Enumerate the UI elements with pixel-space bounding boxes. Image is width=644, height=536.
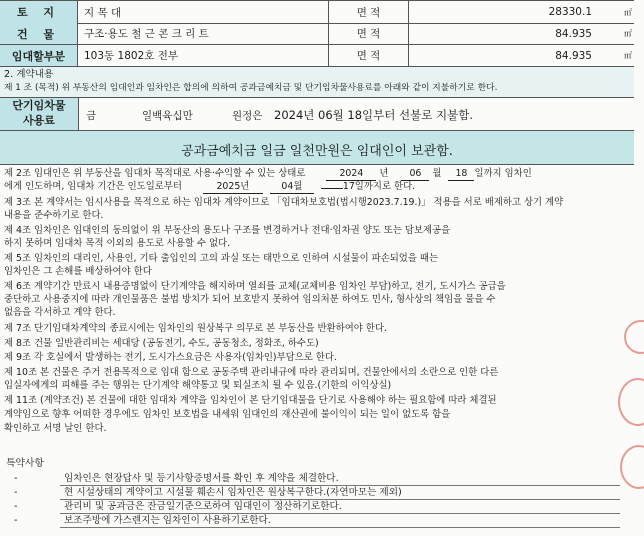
seal-stamp	[624, 320, 644, 354]
clause-2-text-a: 제 2조 임대인은 위 부동산을 임대차 목적대로 사용·수익할 수 있는 상태로	[4, 168, 306, 179]
land-content: 지 목 대	[84, 6, 122, 19]
fee-row	[0, 98, 634, 131]
clause-line: 제 9조 각 호실에서 발생하는 전기, 도시가스요금은 사용자(임차인)부담으로 한다.	[4, 352, 337, 363]
special-dash: -	[14, 487, 18, 498]
building-content: 구조·용도 철 근 콘 크 리 트	[84, 28, 209, 40]
special-item: 임차인은 현장답사 및 등기사항증명서를 확인 후 계약을 체결한다.	[64, 473, 339, 484]
seal-stamp	[620, 445, 644, 489]
clause-line: 계약임으로 향후 어떠한 경우에도 임차인 보호법을 내세워 임대인의 재산권에 불이익이 되는 일이 없도록 함을	[4, 409, 451, 420]
clause-line: 제 3조 본 계약서는 임시사용을 목적으로 하는 임대차 계약이므로 「임대차보호법(법시행2023.7.19.)」 적용을 서로 배제하고 상기 계약	[4, 197, 564, 208]
land-area-value: 28330.1	[408, 1, 598, 23]
building-label: 건 물	[0, 23, 78, 44]
building-area-value: 84.935	[408, 23, 598, 44]
clause-2-day1: 18	[448, 168, 474, 181]
rental-part-measure-label: 면 적	[328, 45, 408, 66]
clause-line: 입실자에게의 피해를 주는 행위는 단기계약 해약통고 및 퇴실조치 될 수 있음.(기한의 이익상실)	[4, 380, 392, 391]
land-label: 토 지	[0, 1, 78, 23]
clause-line: 제 5조 임차인의 대리인, 사용인, 기타 출입인의 고의 과실 또는 태만으로 인하여 시설물이 파손되었을 때는	[4, 253, 439, 264]
clause-2-month2: 04월	[270, 181, 314, 194]
fee-label	[0, 98, 79, 130]
clause-2-day-tail2: 17일까지로 한다.	[342, 181, 416, 192]
seal-stamp	[618, 378, 644, 426]
building-measure-label: 면 적	[328, 23, 408, 44]
special-dash: -	[14, 473, 18, 484]
land-measure-label: 면 적	[328, 1, 408, 23]
fee-currency: 금	[86, 110, 97, 122]
clause-line: 임차인은 그 손해를 배상하여야 한다	[4, 266, 152, 277]
clause-line: 제 8조 건물 일반관리비는 세대당 (공동전기, 수도, 공동청소, 정화조, 하수도)	[4, 338, 319, 349]
clause-2-month-sep: 월	[432, 168, 442, 179]
special-item: 보조주방에 가스렌지는 임차인이 사용하기로한다.	[64, 515, 271, 526]
fee-label-line2: 사용료	[23, 114, 55, 127]
clause-2-line2	[4, 181, 415, 194]
fee-label-line1: 단기임차물	[12, 99, 66, 112]
property-row-building	[0, 23, 634, 45]
fee-amount: 일백육십만	[142, 110, 193, 122]
special-item: 관리비 및 공과금은 잔금일기준으로하여 임대인이 정산하기로한다.	[64, 501, 342, 512]
clause-2-year1: 2024	[326, 168, 376, 181]
clause-line: 제 10조 본 건물은 주거 전용목적으로 임대 함으로 공동주택 관리내규에 따라 관리되며, 건물안에서의 소란으로 인한 다른	[4, 367, 499, 378]
clause-line: 중단하고 사용중지에 따라 개인물품은 불법 방치가 되어 보호받지 못하여 임의처분 하여도 민사, 형사상의 책임을 물을 수	[4, 294, 496, 305]
clause-2-year-sep: 년	[379, 168, 389, 179]
clause-1: 제 1 조 (목적) 위 부동산의 임대인과 임차인은 합의에 의하여 공과금예치금 및 단기임차물사용료를 아래와 같이 지불하기로 한다.	[4, 83, 498, 93]
land-area-unit: ㎡	[624, 7, 632, 17]
clause-line: 제 6조 계약기간 만료시 내용증명없이 단기계약을 해지하며 열쇠를 교체(교체비용 임차인 부담)하고, 전기, 도시가스 공급을	[4, 281, 506, 292]
clause-line: 확인하고 서명 날인 한다.	[4, 423, 107, 434]
clause-2-year2: 2025년	[203, 181, 263, 194]
building-area-unit: ㎡	[624, 29, 632, 38]
clause-line: 제 11조 (계약조건) 본 건물에 대한 임대차 계약을 임차인이 본 단기임대물을 단기로 사용해야 하는 필요함에 따라 체결된	[4, 395, 497, 406]
deposit-row	[0, 131, 634, 165]
contract-section	[0, 67, 634, 98]
special-dash: -	[14, 515, 18, 526]
rental-part-content: 103동 1802호 전부	[84, 50, 179, 62]
contract-heading: 2. 계약내용	[4, 69, 54, 80]
fee-date: 2024년 06월 18일부터 선불로 지불함.	[274, 108, 474, 122]
clause-line: 없음을 각서하고 계약 한다.	[4, 307, 116, 318]
clause-2-line1	[4, 168, 532, 181]
rental-part-area-value: 84.935	[408, 45, 598, 66]
clause-line: 제 7조 단기임대차계약의 종료시에는 임차인의 원상복구 의무로 본 부동산을 반환하여야 한다.	[4, 323, 387, 334]
property-row-land	[0, 0, 634, 24]
special-dash: -	[14, 501, 18, 512]
deposit-note: 공과금예치금 일금 일천만원은 임대인이 보관함.	[181, 144, 453, 159]
clause-line: 내용을 준수하기로 한다.	[4, 210, 104, 221]
rental-part-label: 임대할부분	[0, 45, 78, 66]
clause-line: 제 4조 임차인은 임대인의 동의없이 위 부동산의 용도나 구조를 변경하거나 전대·임차권 양도 또는 담보제공을	[4, 225, 451, 236]
special-heading: 특약사항	[6, 458, 44, 469]
rental-part-area-unit: ㎡	[624, 51, 632, 60]
special-underline	[60, 527, 620, 528]
clause-2-month1: 06	[401, 168, 429, 181]
special-item: 현 시설상태의 계약이고 시설물 훼손시 임차인은 원상복구한다.(자연마모는 제외)	[64, 487, 402, 498]
clause-2-day-tail1: 일까지 임차인	[474, 168, 532, 179]
property-row-rental-part	[0, 45, 634, 67]
clause-2-day-blank	[321, 188, 343, 189]
clause-2-text-b: 에게 인도하며, 임대차 기간은 인도일로부터	[4, 181, 182, 192]
clause-line: 하지 못하며 임대차 목적 이외의 용도로 사용할 수 없다.	[4, 238, 231, 249]
fee-unit: 원정은	[232, 110, 263, 122]
